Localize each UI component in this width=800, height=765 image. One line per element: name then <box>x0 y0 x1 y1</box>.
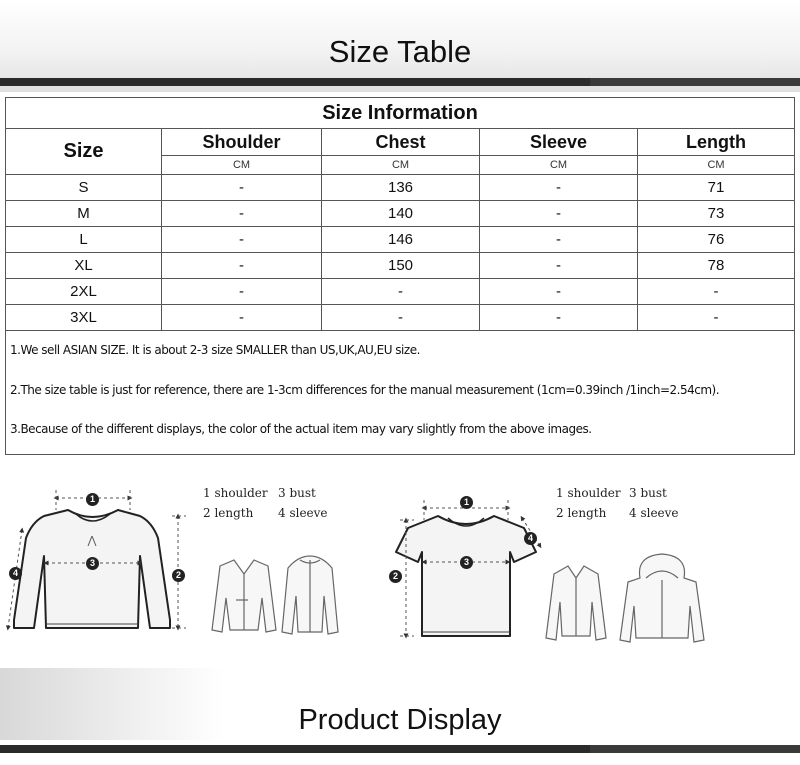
marker-4-icon: 4 <box>9 567 22 580</box>
size-cell: M <box>6 201 162 227</box>
shoulder-cell: - <box>162 201 322 227</box>
tshirt-outline <box>396 516 536 636</box>
shoulder-column-header: Shoulder <box>162 129 322 156</box>
length-cell: - <box>638 305 795 331</box>
sleeve-cell: - <box>480 305 638 331</box>
legend-right-shoulder: 1 shoulder <box>556 486 621 500</box>
page-title: Size Table <box>328 34 472 69</box>
shoulder-unit: CM <box>162 156 322 175</box>
table-row <box>6 201 795 227</box>
length-cell: 76 <box>638 227 795 253</box>
shoulder-cell: - <box>162 175 322 201</box>
measurement-illustrations <box>0 460 800 670</box>
chest-cell: 146 <box>322 227 480 253</box>
notes-block <box>8 331 794 454</box>
chest-column-header: Chest <box>322 129 480 156</box>
table-row <box>6 279 795 305</box>
sleeve-unit: CM <box>480 156 638 175</box>
marker-2-icon: 2 <box>172 569 185 582</box>
info-header-row <box>6 98 795 129</box>
legend-right-length: 2 length <box>556 506 607 520</box>
notes-cell <box>6 331 795 455</box>
tshirt-marker-4-icon: 4 <box>524 532 537 545</box>
tshirt-marker-3-icon: 3 <box>460 556 473 569</box>
table-row <box>6 253 795 279</box>
size-table <box>5 97 795 455</box>
legend-right-bust: 3 bust <box>629 486 667 500</box>
top-divider <box>0 78 800 86</box>
product-display-title: Product Display <box>298 704 502 736</box>
legend-left-shoulder: 1 shoulder <box>203 486 268 500</box>
size-cell: 2XL <box>6 279 162 305</box>
hoodie-sketch <box>620 554 704 642</box>
size-cell: XL <box>6 253 162 279</box>
note-color: 3.Because of the different displays, the color of the actual item may vary slightly from the above images. <box>10 422 592 436</box>
legend-right <box>556 486 706 526</box>
shirt-sketch <box>546 566 606 640</box>
blazer-sketch <box>212 560 276 632</box>
legend-right-sleeve: 4 sleeve <box>629 506 679 520</box>
sleeve-cell: - <box>480 253 638 279</box>
legend-left-length: 2 length <box>203 506 254 520</box>
shoulder-cell: - <box>162 305 322 331</box>
length-unit: CM <box>638 156 795 175</box>
chest-unit: CM <box>322 156 480 175</box>
length-cell: 73 <box>638 201 795 227</box>
note-asian-size: 1.We sell ASIAN SIZE. It is about 2-3 size SMALLER than US,UK,AU,EU size. <box>10 343 420 357</box>
length-cell: 78 <box>638 253 795 279</box>
note-reference: 2.The size table is just for reference, there are 1-3cm differences for the manual measurement (1cm=0.39inch /1inch=2.54cm). <box>10 383 720 397</box>
sleeve-cell: - <box>480 279 638 305</box>
sleeve-cell: - <box>480 201 638 227</box>
table-row <box>6 305 795 331</box>
chest-cell: 150 <box>322 253 480 279</box>
sleeve-cell: - <box>480 227 638 253</box>
sleeve-column-header: Sleeve <box>480 129 638 156</box>
legend-left <box>203 486 353 526</box>
size-cell: S <box>6 175 162 201</box>
chest-cell: - <box>322 279 480 305</box>
chest-cell: 140 <box>322 201 480 227</box>
size-information-title: Size Information <box>6 98 795 129</box>
length-column-header: Length <box>638 129 795 156</box>
legend-left-sleeve: 4 sleeve <box>278 506 328 520</box>
bottom-divider <box>0 745 800 753</box>
marker-3-icon: 3 <box>86 557 99 570</box>
table-row <box>6 227 795 253</box>
chest-cell: 136 <box>322 175 480 201</box>
size-cell: 3XL <box>6 305 162 331</box>
shoulder-cell: - <box>162 279 322 305</box>
table-row <box>6 175 795 201</box>
bottom-divider-accent <box>590 745 800 753</box>
legend-left-bust: 3 bust <box>278 486 316 500</box>
tshirt-marker-1-icon: 1 <box>460 496 473 509</box>
shoulder-cell: - <box>162 253 322 279</box>
top-divider-accent <box>590 78 800 86</box>
length-cell: 71 <box>638 175 795 201</box>
shoulder-cell: - <box>162 227 322 253</box>
column-header-row <box>6 129 795 156</box>
chest-cell: - <box>322 305 480 331</box>
marker-1-icon: 1 <box>86 493 99 506</box>
tshirt-marker-2-icon: 2 <box>389 570 402 583</box>
sleeve-cell: - <box>480 175 638 201</box>
notes-row <box>6 331 795 455</box>
length-cell: - <box>638 279 795 305</box>
size-column-header: Size <box>6 129 162 175</box>
size-cell: L <box>6 227 162 253</box>
zip-jacket-sketch <box>282 556 338 634</box>
